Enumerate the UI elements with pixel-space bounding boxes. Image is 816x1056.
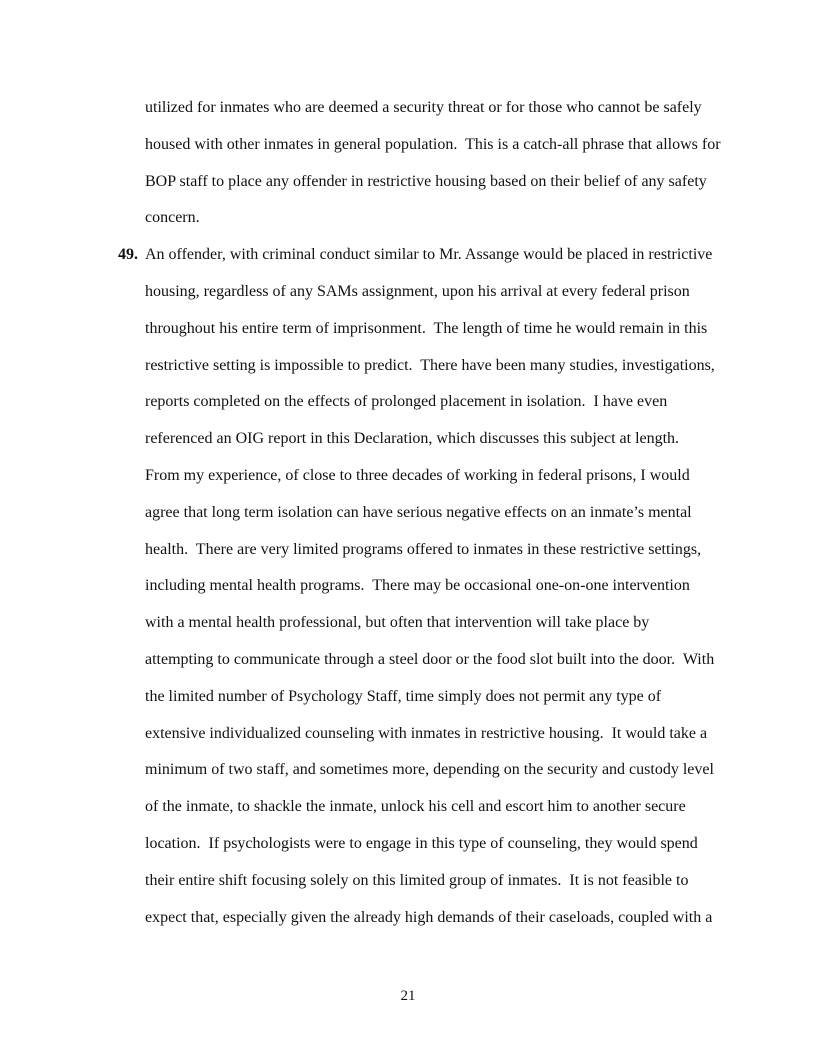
text-line: health. There are very limited programs offered to inmates in these restrictive settings,: [145, 540, 702, 558]
text-line: minimum of two staff, and sometimes more, depending on the security and custody level: [145, 761, 714, 779]
text-line: expect that, especially given the already high demands of their caseloads, coupled with a: [145, 908, 713, 926]
text-line: referenced an OIG report in this Declaration, which discusses this subject at length.: [145, 430, 680, 448]
text-line: throughout his entire term of imprisonment. The length of time he would remain in this: [145, 319, 708, 337]
text-line: restrictive setting is impossible to predict. There have been many studies, investigations,: [145, 356, 715, 374]
paragraph-49: [118, 237, 723, 936]
text-line: reports completed on the effects of prolonged placement in isolation. I have even: [145, 393, 668, 411]
text-line: attempting to communicate through a steel door or the food slot built into the door. With: [145, 650, 715, 668]
text-line: with a mental health professional, but often that intervention will take place by: [145, 614, 650, 632]
text-line: From my experience, of close to three decades of working in federal prisons, I would: [145, 466, 690, 484]
body-text: [118, 90, 723, 936]
paragraph-continuation: [145, 90, 723, 237]
text-line: concern.: [145, 209, 200, 227]
text-line: extensive individualized counseling with inmates in restrictive housing. It would take a: [145, 724, 708, 742]
text-line: housing, regardless of any SAMs assignment, upon his arrival at every federal prison: [145, 282, 690, 300]
text-line: of the inmate, to shackle the inmate, unlock his cell and escort him to another secure: [145, 798, 686, 816]
text-line: housed with other inmates in general population. This is a catch-all phrase that allows for: [145, 135, 721, 153]
text-line: An offender, with criminal conduct similar to Mr. Assange would be placed in restrictive: [145, 246, 713, 264]
text-line: the limited number of Psychology Staff, time simply does not permit any type of: [145, 687, 662, 705]
page-number: 21: [400, 988, 416, 1004]
text-line: utilized for inmates who are deemed a security threat or for those who cannot be safely: [145, 99, 702, 116]
text-line: location. If psychologists were to engage in this type of counseling, they would spend: [145, 834, 698, 852]
text-line: agree that long term isolation can have serious negative effects on an inmate’s mental: [145, 503, 692, 521]
paragraph-number: 49.: [118, 246, 138, 264]
text-line: BOP staff to place any offender in restrictive housing based on their belief of any safety: [145, 172, 707, 190]
text-line: their entire shift focusing solely on this limited group of inmates. It is not feasible to: [145, 871, 689, 889]
text-line: including mental health programs. There may be occasional one-on-one intervention: [145, 577, 690, 595]
